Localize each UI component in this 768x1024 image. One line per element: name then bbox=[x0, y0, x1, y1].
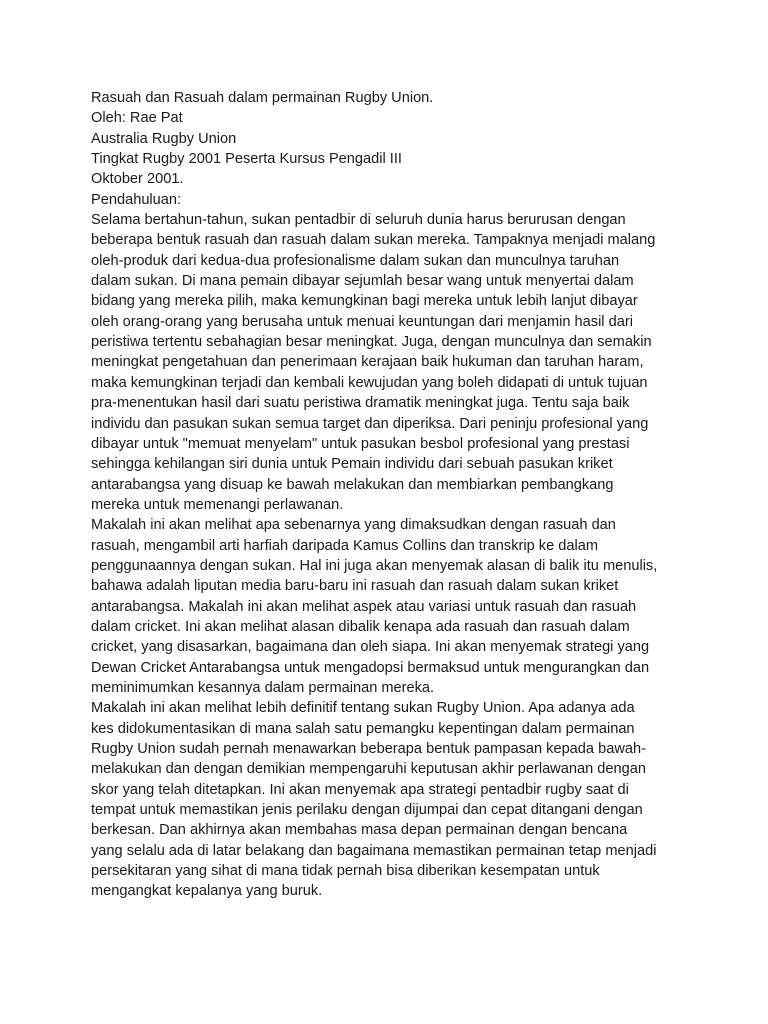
date-line: Oktober 2001. bbox=[91, 171, 184, 188]
text-line: bidang yang mereka pilih, maka kemungkinan bagi mereka untuk lebih lanjut dibayar bbox=[91, 293, 638, 310]
text-line: oleh-produk dari kedua-dua profesionalisme dalam sukan dan munculnya taruhan bbox=[91, 252, 620, 269]
organization-line: Australia Rugby Union bbox=[91, 130, 237, 147]
author-line: Oleh: Rae Pat bbox=[91, 110, 183, 127]
text-line: skor yang telah ditetapkan. Ini akan menyemak apa strategi pentadbir rugby saat di bbox=[91, 781, 629, 798]
text-line: meminimumkan kesannya dalam permainan mereka. bbox=[91, 679, 435, 696]
document-title: Rasuah dan Rasuah dalam permainan Rugby Union. bbox=[91, 90, 434, 106]
text-line: Rugby Union sudah pernah menawarkan beberapa bentuk pampasan kepada bawah- bbox=[91, 741, 646, 757]
text-line: mengangkat kepalanya yang buruk. bbox=[91, 883, 323, 900]
text-line: Makalah ini akan melihat apa sebenarnya yang dimaksudkan dengan rasuah dan bbox=[91, 517, 616, 534]
text-line: melakukan dan dengan demikian mempengaruhi keputusan akhir perlawanan dengan bbox=[91, 761, 646, 778]
text-line: beberapa bentuk rasuah dan rasuah dalam sukan mereka. Tampaknya menjadi malang bbox=[91, 232, 656, 249]
section-heading: Pendahuluan: bbox=[91, 191, 182, 208]
text-line: bahawa adalah liputan media baru-baru ini rasuah dan rasuah dalam sukan kriket bbox=[91, 578, 619, 595]
text-line: sehingga kehilangan siri dunia untuk Pemain individu dari sebuah pasukan kriket bbox=[91, 456, 613, 473]
text-line: cricket, yang disasarkan, bagaimana dan oleh siapa. Ini akan menyemak strategi yang bbox=[91, 639, 650, 656]
document-header bbox=[91, 88, 711, 210]
text-line: yang selalu ada di latar belakang dan bagaimana memastikan permainan tetap menjadi bbox=[91, 842, 657, 859]
text-line: oleh orang-orang yang berusaha untuk menuai keuntungan dari menjamin hasil dari bbox=[91, 313, 633, 330]
document-page bbox=[91, 88, 711, 902]
text-line: dalam sukan. Di mana pemain dibayar sejumlah besar wang untuk menyertai dalam bbox=[91, 273, 634, 290]
text-line: Makalah ini akan melihat lebih definitif tentang sukan Rugby Union. Apa adanya ada bbox=[91, 700, 635, 717]
text-line: berkesan. Dan akhirnya akan membahas masa depan permainan dengan bencana bbox=[91, 822, 628, 839]
paragraph bbox=[91, 210, 711, 515]
text-line: Dewan Cricket Antarabangsa untuk mengadopsi bermaksud untuk mengurangkan dan bbox=[91, 659, 650, 676]
text-line: tempat untuk memastikan jenis perilaku dengan dijumpai dan cepat ditangani dengan bbox=[91, 802, 643, 819]
text-line: mereka untuk memenangi perlawanan. bbox=[91, 496, 344, 513]
text-line: rasuah, mengambil arti harfiah daripada Kamus Collins dan transkrip ke dalam bbox=[91, 537, 598, 554]
course-line: Tingkat Rugby 2001 Peserta Kursus Pengadil III bbox=[91, 151, 402, 168]
paragraph bbox=[91, 698, 711, 901]
text-line: persekitaran yang sihat di mana tidak pernah bisa diberikan kesempatan untuk bbox=[91, 863, 600, 880]
text-line: individu dan pasukan sukan semua target dan diperiksa. Dari peninju profesional yang bbox=[91, 415, 649, 432]
text-line: dibayar untuk "memuat menyelam" untuk pasukan besbol profesional yang prestasi bbox=[91, 435, 630, 452]
text-line: antarabangsa yang disuap ke bawah melakukan dan membiarkan pembangkang bbox=[91, 476, 614, 493]
text-line: peristiwa tertentu sebahagian besar meningkat. Juga, dengan munculnya dan semakin bbox=[91, 334, 652, 351]
text-line: penggunaannya dengan sukan. Hal ini juga akan menyemak alasan di balik itu menulis, bbox=[91, 557, 658, 574]
text-line: meningkat pengetahuan dan penerimaan kerajaan baik hukuman dan taruhan haram, bbox=[91, 354, 644, 371]
text-line: maka kemungkinan terjadi dan kembali kewujudan yang boleh didapati di untuk tujuan bbox=[91, 374, 648, 391]
text-line: Selama bertahun-tahun, sukan pentadbir di seluruh dunia harus berurusan dengan bbox=[91, 212, 626, 229]
text-line: dalam cricket. Ini akan melihat alasan dibalik kenapa ada rasuah dan rasuah dalam bbox=[91, 618, 630, 635]
text-line: pra-menentukan hasil dari suatu peristiwa dramatik meningkat juga. Tentu saja baik bbox=[91, 395, 630, 412]
text-line: antarabangsa. Makalah ini akan melihat aspek atau variasi untuk rasuah dan rasuah bbox=[91, 598, 637, 615]
document-body bbox=[91, 210, 711, 902]
paragraph bbox=[91, 515, 711, 698]
text-line: kes didokumentasikan di mana salah satu pemangku kepentingan dalam permainan bbox=[91, 720, 635, 737]
